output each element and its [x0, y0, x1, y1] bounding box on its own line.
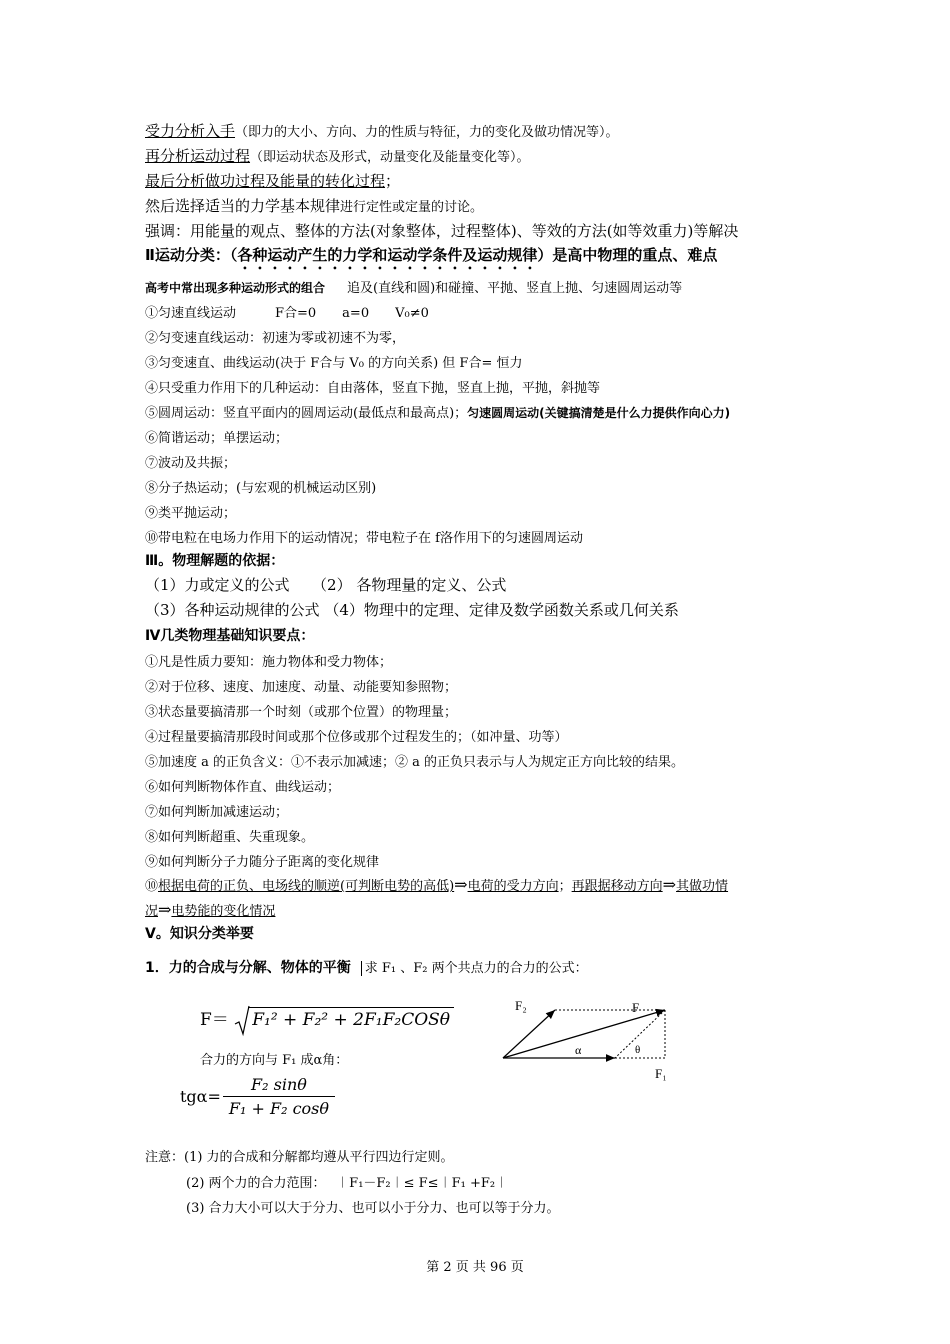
- section2-title-b: 各种运动产生的力学和运动学条件及运动规律: [237, 246, 538, 264]
- label-alpha: α: [575, 1043, 582, 1057]
- formula-rhs: F₁² + F₂² + 2F₁F₂COSθ: [248, 1007, 454, 1030]
- motion-item: ⑨类平抛运动；: [145, 506, 237, 521]
- section5-title: V。知识分类举要: [145, 926, 254, 942]
- label-theta: θ: [635, 1044, 641, 1056]
- knowledge-item: ④过程量要搞清那段时间或那个位侈或那个过程发生的；（如冲量、功等）: [145, 730, 568, 745]
- note-item: (2) 两个力的合力范围： ︱F₁－F₂︱≤ F≤︱F₁ +F₂︱: [186, 1176, 509, 1191]
- motion-item: ①匀速直线运动 F合=0 a=0 V₀≠0: [145, 306, 429, 321]
- section5-subtitle-head: 1．力的合成与分解、物体的平衡: [145, 960, 351, 976]
- item10-p1: 根据电荷的正负、电场线的顺逆(可判断电势的高低): [158, 879, 455, 894]
- knowledge-item: ⑥如何判断物体作直、曲线运动；: [145, 780, 341, 795]
- knowledge-item-10: [145, 875, 728, 894]
- intro-line-1-head: 受力分析入手: [145, 122, 236, 140]
- knowledge-item: ⑨如何判断分子力随分子距离的变化规律: [145, 855, 380, 870]
- sqrt-symbol-icon: [234, 1004, 250, 1038]
- sqrt-expression: [234, 1010, 454, 1030]
- item10-p6: 电势能的变化情况: [171, 904, 276, 919]
- motion-item: ⑥简谐运动；单摆运动；: [145, 431, 289, 446]
- intro-line-3: [145, 170, 400, 191]
- item10-p3: 再跟据移动方向: [571, 879, 663, 894]
- knowledge-item: ⑦如何判断加减速运动；: [145, 805, 289, 820]
- intro-line-2: [145, 145, 530, 166]
- intro-line-1-tail: （即力的大小、方向、力的性质与特征，力的变化及做功情况等）。: [235, 125, 619, 140]
- implies-arrow-3: ⇒: [158, 900, 172, 919]
- knowledge-item: ⑤加速度 a 的正负含义：①不表示加减速；② a 的正负只表示与人为规定正方向比较的结果。: [145, 755, 685, 770]
- intro-line-4: [145, 195, 483, 216]
- formula-lhs: F＝: [200, 1010, 229, 1030]
- item10-p4: 其做功情: [676, 879, 729, 894]
- motion-item-5: [145, 402, 730, 421]
- intro-line-5: 强调：用能量的观点、整体的方法(对象整体，过程整体)、等效的方法(如等效重力)等解决: [145, 222, 739, 240]
- tg-formula: [180, 1075, 335, 1118]
- intro-line-4-a: 然后选择适当的力学基本规律: [145, 197, 341, 215]
- page-number-footer: 第 2 页 共 96 页: [426, 1260, 524, 1275]
- label-f1: F₁: [655, 1066, 667, 1081]
- section4-title: Ⅳ几类物理基础知识要点：: [145, 628, 315, 644]
- item10-p5: 况: [145, 904, 159, 919]
- section2-title: [145, 244, 717, 273]
- knowledge-item-10-cont: [145, 900, 275, 919]
- tg-denominator: F₁ + F₂ cosθ: [228, 1099, 330, 1118]
- section5-subtitle-tail: 求 F₁ 、F₂ 两个共点力的合力的公式：: [361, 961, 588, 976]
- motion-item: ⑦波动及共振；: [145, 456, 237, 471]
- motion-item: ⑩带电粒在电场力作用下的运动情况；带电粒子在 f洛作用下的匀速圆周运动: [145, 531, 583, 546]
- section2-subtitle: [145, 277, 682, 296]
- section3-line-2: （3）各种运动规律的公式 （4）物理中的定理、定律及数学函数关系或几何关系: [145, 601, 679, 619]
- item10-sep: ；: [558, 879, 572, 894]
- knowledge-item: ②对于位移、速度、加速度、动量、动能要知参照物；: [145, 680, 458, 695]
- motion-item-5-bold: 匀速圆周运动(关键搞清楚是什么力提供作向心力): [467, 406, 731, 420]
- implies-arrow-1: ⇒: [454, 875, 468, 894]
- section3-title: Ⅲ。物理解题的依据：: [145, 553, 285, 569]
- tg-fraction: [223, 1075, 335, 1118]
- motion-item: ⑧分子热运动；(与宏观的机械运动区别): [145, 481, 377, 496]
- direction-text: 合力的方向与 F₁ 成α角：: [200, 1053, 349, 1068]
- intro-line-4-b: 进行定性或定量的讨论。: [340, 200, 484, 215]
- tg-lhs: tgα=: [180, 1087, 221, 1106]
- item10-p2: 电荷的受力方向: [467, 879, 559, 894]
- implies-arrow-2: ⇒: [662, 875, 677, 894]
- motion-item: ④只受重力作用下的几种运动：自由落体，竖直下抛，竖直上抛，平抛，斜抛等: [145, 381, 601, 396]
- motion-item: ③匀变速直、曲线运动(决于 F合与 V₀ 的方向关系) 但 F合= 恒力: [145, 356, 523, 371]
- item10-num: ⑩: [145, 879, 159, 894]
- note-item: (3) 合力大小可以大于分力、也可以小于分力、也可以等于分力。: [186, 1201, 560, 1216]
- section5-subtitle: [145, 957, 588, 977]
- resultant-vector: [503, 1010, 665, 1058]
- section2-subtitle-tail: 追及(直线和圆)和碰撞、平抛、竖直上抛、匀速圆周运动等: [347, 281, 683, 296]
- parallelogram-diagram: [495, 990, 695, 1090]
- knowledge-item: ③状态量要搞清那一个时刻（或那个位置）的物理量；: [145, 705, 458, 720]
- section2-title-c: ）是高中物理的重点、难点: [537, 246, 718, 264]
- intro-line-2-tail: （即运动状态及形式，动量变化及能量变化等）。: [250, 150, 530, 165]
- knowledge-item: ⑧如何判断超重、失重现象。: [145, 830, 315, 845]
- intro-line-3-head: 最后分析做功过程及能量的转化过程: [145, 172, 386, 190]
- knowledge-item: ①凡是性质力要知：施力物体和受力物体；: [145, 655, 393, 670]
- intro-line-2-head: 再分析运动过程: [145, 147, 251, 165]
- tg-numerator: F₂ sinθ: [251, 1075, 307, 1094]
- intro-line-1: [145, 120, 619, 141]
- section2-subtitle-head: 高考中常出现多种运动形式的组合: [145, 281, 326, 295]
- label-f: F: [632, 1000, 640, 1015]
- label-f2: F₂: [515, 998, 527, 1013]
- motion-item: ②匀变速直线运动：初速为零或初速不为零，: [145, 331, 406, 346]
- motion-item-5-text: ⑤圆周运动：竖直平面内的圆周运动(最低点和最高点)；: [145, 406, 468, 421]
- section2-title-a: Ⅱ运动分类：（: [145, 246, 238, 264]
- resultant-formula: [200, 1005, 454, 1030]
- note-item: 注意：(1) 力的合成和分解都均遵从平行四边行定则。: [145, 1150, 454, 1165]
- section3-line-1: （1）力或定义的公式 （2） 各物理量的定义、公式: [145, 576, 507, 594]
- intro-line-3-tail: ；: [385, 172, 401, 190]
